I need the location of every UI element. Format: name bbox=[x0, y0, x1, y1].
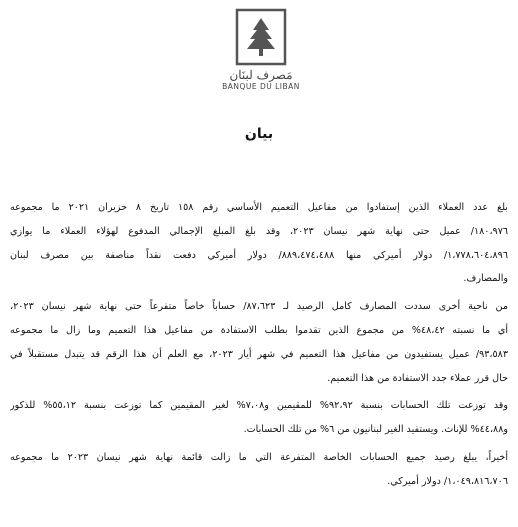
paragraph-4 bbox=[10, 446, 508, 494]
paragraph-line: والمصارف. bbox=[463, 273, 508, 285]
page-title: بيان bbox=[244, 126, 274, 142]
logo-english-name: BANQUE DU LIBAN bbox=[222, 82, 300, 91]
paragraph-line: أي ما نسبته ٤٨،٤٢% من مجموع الذين تقدموا بطلب الاستفادة من مفاعيل هذا التعميم وما زال ما مجموعه bbox=[10, 324, 508, 336]
paragraph-line: ١٨٠،٩٧٦/ عميل حتى نهاية شهر نيسان ٢٠٢٣، وقد بلغ المبلغ الإجمالي المدفوع لهؤلاء العملاء ما يوازي bbox=[10, 225, 508, 237]
banque-du-liban-logo bbox=[208, 8, 314, 92]
paragraph-line: ١،٠٤٩،٨١٦،٧٠٦/ دولار أميركي. bbox=[387, 475, 508, 487]
statement-body bbox=[10, 196, 508, 498]
paragraph-line: أخيراً، يبلغ رصيد جميع الحسابات الخاصة المتفرعة التي ما زالت قائمة نهاية شهر نيسان ٢٠٢٣ ما مجموعه bbox=[10, 451, 508, 463]
paragraph-line: حال قرر عملاء جدد الاستفادة من هذا التعميم. bbox=[327, 372, 508, 384]
paragraph-line: من ناحية أخرى سددت المصارف كامل الرصيد لـ ٨٧،٦٢٣/ حساباً خاصاً متفرعاً حتى نهاية شهر نيسان ٢٠٢٣، bbox=[10, 301, 508, 313]
paragraph-1 bbox=[10, 196, 508, 291]
paragraph-2 bbox=[10, 295, 508, 390]
cedar-emblem-icon bbox=[235, 8, 287, 66]
paragraph-line: و٤٤،٨٨% للإناث. ويستفيد الغير لبنانيون من ٦% من تلك الحسابات. bbox=[243, 424, 508, 436]
paragraph-line: بلغ عدد العملاء الذين إستفادوا من مفاعيل التعميم الأساسي رقم ١٥٨ تاريخ ٨ حزيران ٢٠٢١ ما مجموعه bbox=[10, 202, 508, 213]
paragraph-3 bbox=[10, 394, 508, 442]
paragraph-line: ١،٧٧٨،٦٠٤،٨٩٦/ دولار أميركي منها ٨٨٩،٤٧٤،٤٨٨/ دولار أميركي دفعت نقداً مناصفة بين مصرف لبنان bbox=[10, 249, 508, 261]
logo-arabic-name: مَصرف لبنَان bbox=[229, 68, 293, 82]
paragraph-line: وقد توزعت تلك الحسابات بنسبة ٩٢،٩٢% للمقيمين و٧،٠٨% لغير المقيمين كما توزعت بنسبة ٥٥،١٢% للذكور bbox=[10, 400, 508, 412]
paragraph-line: ٩٣،٥٨٣/ عميل يستفيدون من مفاعيل هذا التعميم في شهر أيار ٢٠٢٣، مع العلم أن هذا الرقم قد يتبدل مستقبلاً في bbox=[10, 348, 508, 360]
